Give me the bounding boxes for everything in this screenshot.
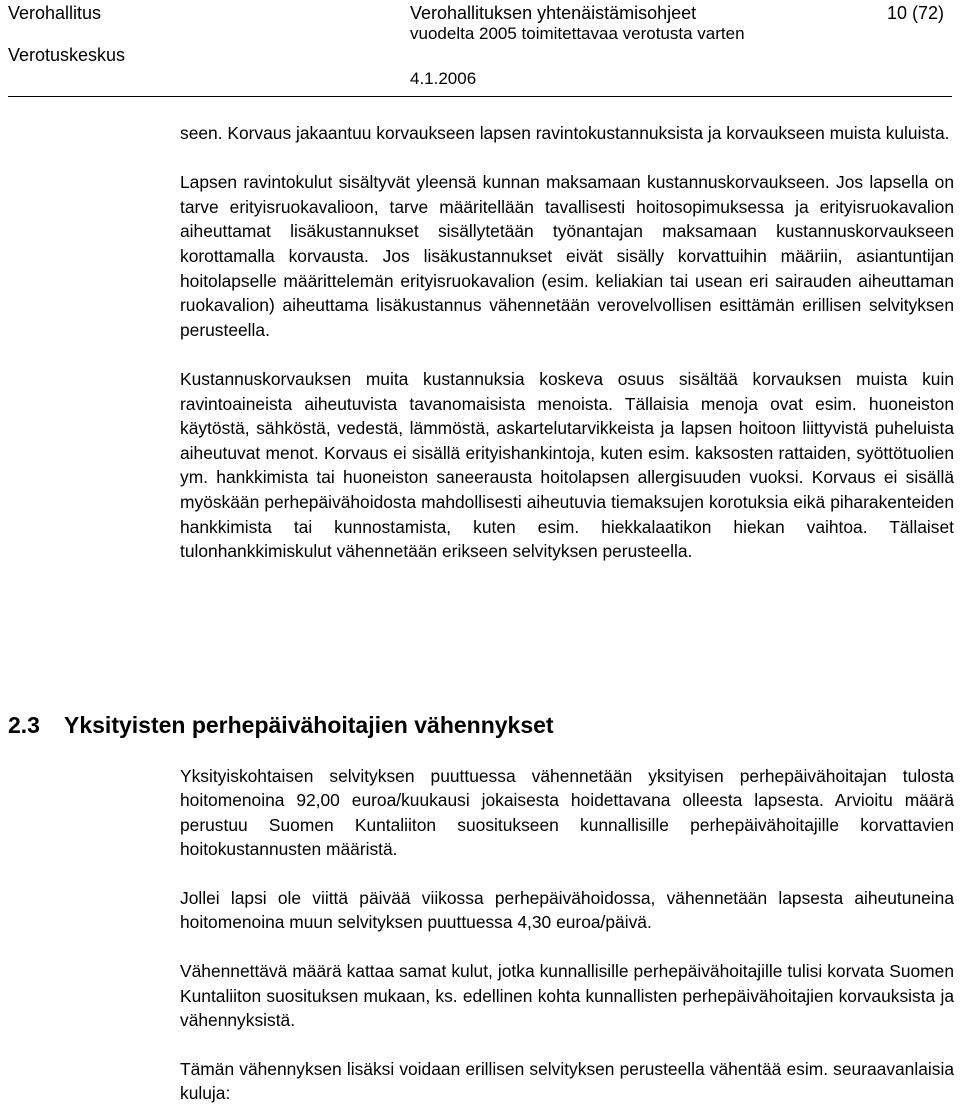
- header-org-line2: Verotuskeskus: [8, 45, 126, 65]
- section-paragraph: Yksityiskohtaisen selvityksen puuttuessa vähennetään yksityisen perhepäivähoitajan tulosta hoitomenoina 92,00 euroa/kuukausi jokaisesta hoidettavana olleesta lapsesta. Arvioitu määrä perustuu Suomen Kuntaliiton suositukseen kunnallisille perhepäivähoitajille korvattavien hoitokustannusten määristä.: [180, 766, 954, 860]
- body-paragraph: Kustannuskorvauksen muita kustannuksia koskeva osuus sisältää korvauksen muista kuin ravintoaineista aiheutuvista tavanomaisista menoista. Tällaisia menoja ovat esim. huoneiston käytöstä, sähköstä, vedestä, lämmöstä, askartelutarvikkeista ja lapsen hoitoon liittyvistä puheluista aiheutuvat menot. Korvaus ei sisällä erityishankintoja, kuten esim. kaksosten rattaiden, syöttötuolien ym. hankkimista tai huoneiston saneerausta hoitolapsen allergisuuden vuoksi. Korvaus ei sisällä myöskään perhepäivähoidosta mahdollisesti aiheutuvia tiemaksujen korotuksia eikä piharakenteiden hankkimista tai kunnostamista, kuten esim. hiekkalaatikon hiekan vaihtoa. Tällaiset tulonhankkimiskulut vähennetään erikseen selvityksen perusteella.: [180, 368, 954, 562]
- header-divider: [8, 96, 952, 97]
- section-title: Yksityisten perhepäivähoitajien vähennykset: [64, 712, 554, 738]
- header-page-number: 10 (72): [887, 3, 945, 23]
- body-paragraph: Lapsen ravintokulut sisältyvät yleensä kunnan maksamaan kustannuskorvaukseen. Jos lapsella on tarve erityisruokavalioon, tarve määritellään tavallisesti hoitosopimuksessa ja erityisruokavalion aiheuttamat lisäkustannukset sisällytetään työnantajan maksamaan kustannuskorvaukseen korottamalla korvausta. Jos lisäkustannukset eivät sisälly korvattuihin määriin, asiantuntijan hoitolapselle määrittelemän erityisruokavalion (esim. keliakian tai usean eri sairauden aiheuttaman ruokavalion) aiheuttama lisäkustannus vähennetään verovelvollisen esittämän erillisen selvityksen perusteella.: [180, 172, 954, 340]
- section-paragraph: Jollei lapsi ole viittä päivää viikossa perhepäivähoidossa, vähennetään lapsesta aiheutuneina hoitomenoina muun selvityksen puuttuessa 4,30 euroa/päivä.: [180, 888, 954, 933]
- header-date: 4.1.2006: [410, 69, 477, 88]
- section-paragraph: Vähennettävä määrä kattaa samat kulut, jotka kunnallisille perhepäivähoitajille tulisi korvata Suomen Kuntaliiton suosituksen mukaan, ks. edellinen kohta kunnallisten perhepäivähoitajien korvauksista ja vähennyksistä.: [180, 961, 954, 1031]
- section-heading: [8, 707, 554, 743]
- body-paragraph: seen. Korvaus jakaantuu korvaukseen lapsen ravintokustannuksista ja korvaukseen muista kuluista.: [180, 123, 950, 143]
- header-document-title: Verohallituksen yhtenäistämisohjeet: [410, 3, 697, 23]
- header-document-subtitle: vuodelta 2005 toimitettavaa verotusta varten: [410, 24, 745, 43]
- section-body-text: [180, 764, 954, 1106]
- section-number: 2.3: [8, 712, 40, 738]
- header-org-line1: Verohallitus: [8, 3, 102, 23]
- body-text: [180, 121, 954, 564]
- section-paragraph: Tämän vähennyksen lisäksi voidaan erillisen selvityksen perusteella vähentää esim. seuraavanlaisia kuluja:: [180, 1058, 954, 1104]
